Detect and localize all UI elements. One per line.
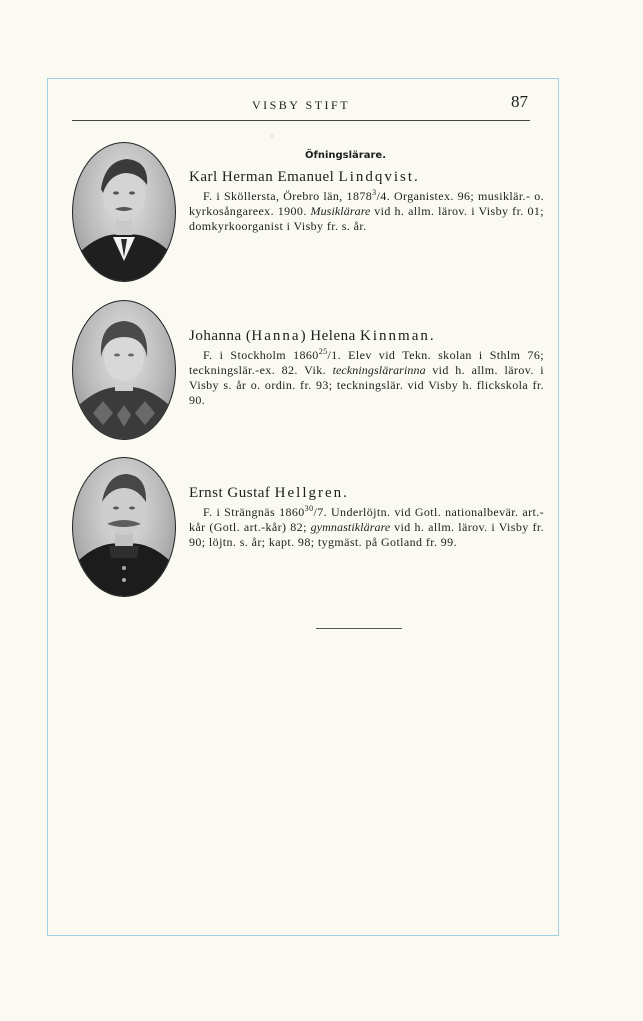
section-divider bbox=[316, 628, 402, 629]
person-name: Johanna (Hanna) Helena Kinnman. bbox=[189, 328, 435, 344]
portrait-photo-hellgren bbox=[72, 457, 176, 597]
portrait-figure-icon bbox=[73, 458, 175, 596]
running-title: VISBY STIFT bbox=[251, 98, 351, 112]
person-name: Ernst Gustaf Hellgren. bbox=[189, 485, 348, 501]
portrait-photo-kinnman bbox=[72, 300, 176, 440]
biography-text: F. i Strängnäs 1860$^{30}$/7. Underlöjtn. vid Gotl. nationalbevär. art.-kår (Gotl. art.-kår) 82; gymnastiklärare vid h. allm. lärov. i Visby fr. 90; löjtn. s. år; kapt. 98; tygmäst. på Gotland fr. 99. bbox=[189, 504, 544, 549]
section-heading: Öfningslärare. bbox=[305, 150, 386, 161]
biography-text: F. i Stockholm 1860$^{25}$/1. Elev vid Tekn. skolan i Sthlm 76; teckningslär.-ex. 82. Vik. teckningslärarinna vid h. allm. lärov. i Visby s. år o. ordin. fr. 93; teckningslär. vid Visby h. flickskola fr. 90. bbox=[189, 347, 545, 407]
page-number: 87 bbox=[511, 92, 528, 111]
biography-text: F. i Sköllersta, Örebro län, 1878$^3$/4. Organistex. 96; musiklär.- o. kyrkosångareex. 1900. Musiklärare vid h. allm. lärov. i Visby fr. 01; domkyrkoorganist i Visby fr. s. år. bbox=[189, 188, 544, 233]
portrait-figure-icon bbox=[73, 301, 175, 439]
person-name: Karl Herman Emanuel Lindqvist. bbox=[189, 169, 419, 185]
portrait-figure-icon bbox=[73, 143, 175, 281]
portrait-photo-lindqvist bbox=[72, 142, 176, 282]
paper-speck bbox=[271, 135, 273, 137]
running-header bbox=[72, 94, 530, 121]
